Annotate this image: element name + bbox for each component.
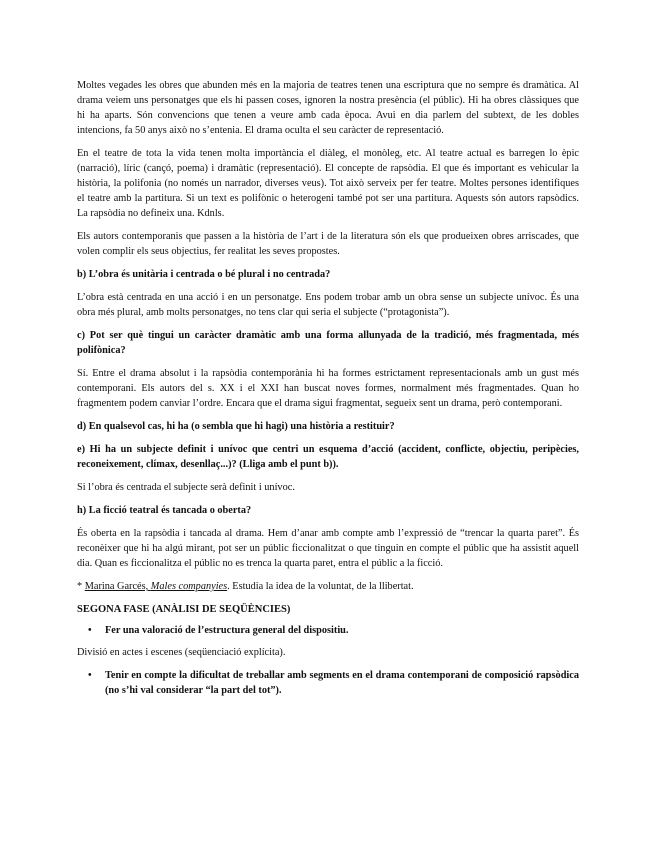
- footnote-star: *: [77, 581, 85, 592]
- bullet-marker: •: [88, 625, 92, 636]
- answer-c-paragraph: Sí. Entre el drama absolut i la rapsòdia contemporània hi ha formes estrictament representacionals amb un gust més contemporani. Els autors del s. XX i el XXI han buscat noves formes, normalment més fragmentades. Quan ho fragmentem podem canviar l’ordre. Encara que el drama sigui fragmentat, segueix sent un drama, però contemporani.: [77, 368, 579, 409]
- footnote-title-link[interactable]: Males companyies: [150, 581, 228, 592]
- question-b-heading: b) L’obra és unitària i centrada o bé plural i no centrada?: [77, 269, 331, 280]
- bullet-item-segments: [77, 668, 579, 698]
- section-heading: SEGONA FASE (ANÀLISI DE SEQÜÈNCIES): [77, 604, 291, 615]
- answer-h-paragraph: És oberta en la rapsòdia i tancada al drama. Hem d’anar amb compte amb l’expressió de “trencar la quarta paret”. És reconèixer que hi ha algú mirant, pot ser un públic ficcionalitzat o que tinguin en compte el públic que ha assistit aquell dia. Quan es ficcionalitza el públic no es trenca la quarta paret, entra el públic a la ficció.: [77, 528, 579, 569]
- paragraph-drama-conventions: Moltes vegades les obres que abunden més en la majoria de teatres tenen una escriptura que no sempre és dramàtica. Al drama veiem uns personatges que els hi passen coses, ignoren la nostra presència (el públic). Hi ha obres clàssiques que hi ha aparts. Són convencions que tenen a veure amb cada època. Avui en dia parlem del subtext, de les dobles intencions, fa 50 anys això no s’entenia. El drama oculta el seu caràcter de representació.: [77, 80, 579, 136]
- bullet-text: Fer una valoració de l’estructura general del dispositiu.: [105, 625, 349, 636]
- footnote-rest: . Estudia la idea de la voluntat, de la llibertat.: [227, 581, 414, 592]
- footnote-author-link[interactable]: Marina Garcés,: [84, 581, 151, 592]
- answer-b-paragraph: L’obra està centrada en una acció i en un personatge. Ens podem trobar amb un obra sense un subjecte unívoc. És una obra més plural, amb molts personatges, no tens clar qui seria el subjecte (“protagonista”).: [77, 292, 579, 318]
- paragraph-rhapsody: En el teatre de tota la vida tenen molta importància el diàleg, el monòleg, etc. Al teatre actual es barregen lo èpic (narració), líric (cançó, poema) i dramàtic (representació). El concepte de rapsòdia. El que és important es vehicular la història, la polifonia (no només un narrador, diverses veus). Tot això serveix per fer teatre. Moltes persones identifiques el teatre amb la partitura. Si un text es polifònic o heterogeni també pot ser una partitura. Aquests són autors rapsòdics. La rapsòdia no defineix una. Kdnls.: [77, 148, 579, 219]
- question-h-heading: h) La ficció teatral és tancada o oberta?: [77, 505, 252, 516]
- question-e-heading: e) Hi ha un subjecte definit i unívoc que centri un esquema d’acció (accident, conflicte, objectiu, peripècies, reconeixement, clímax, desenllaç...)? (Lliga amb el punt b)).: [77, 444, 579, 470]
- question-c-heading: c) Pot ser què tingui un caràcter dramàtic amb una forma allunyada de la tradició, més fragmentada, més polifònica?: [77, 330, 579, 356]
- bullet-item-structure: [77, 623, 579, 638]
- bullet-text: Tenir en compte la dificultat de treballar amb segments en el drama contemporani de composició rapsòdica (no s’hi val considerar “la part del tot”).: [105, 670, 579, 696]
- footnote-reference: [77, 579, 579, 594]
- bullet-list-2: [77, 668, 579, 698]
- bullet-marker: •: [88, 670, 92, 681]
- paragraph-contemporary-authors: Els autors contemporanis que passen a la història de l’art i de la literatura són els que produeixen obres arriscades, que volen complir els seus objectius, fer realitat les seves propostes.: [77, 231, 579, 257]
- question-d-heading: d) En qualsevol cas, hi ha (o sembla que hi hagi) una història a restituir?: [77, 421, 395, 432]
- bullet-list-1: [77, 623, 579, 638]
- answer-e-paragraph: Si l’obra és centrada el subjecte serà definit i unívoc.: [77, 482, 295, 493]
- paragraph-division: Divisió en actes i escenes (seqüenciació explícita).: [77, 647, 286, 658]
